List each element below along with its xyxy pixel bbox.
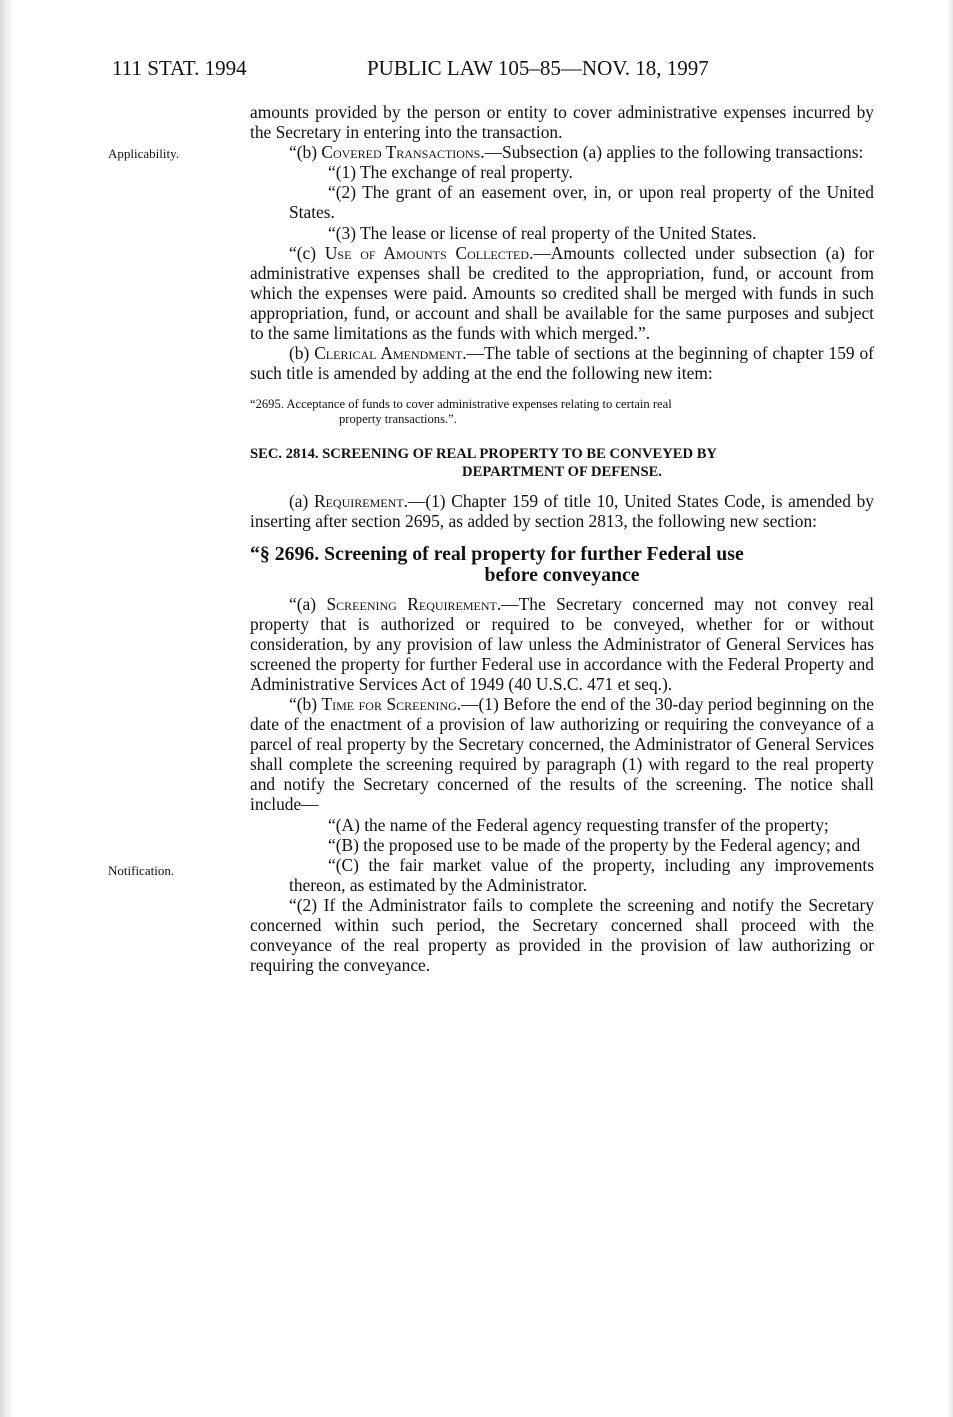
subsection-heading: Requirement [313, 491, 404, 512]
subsection-label: “(b) [289, 693, 317, 714]
subsection-text: .—Amounts collected under subsection (a) for administrative expenses shall be credited to the appropriation, fund, or account from which the expenses were paid. Amounts so credited shall be merged with funds in such appropriation, fund, or account and shall be available for the same purposes and subject to the same limitations as the funds with which merged.”. [250, 242, 874, 344]
clerical-amendment [250, 343, 874, 383]
time-for-screening [250, 694, 874, 815]
table-of-sections-item [250, 397, 874, 427]
requirement-paragraph [250, 491, 874, 531]
subparagraph-b-proposed-use: “(B) the proposed use to be made of the property by the Federal agency; and [328, 834, 861, 855]
paragraph-3-lease: “(3) The lease or license of real property of the United States. [328, 222, 757, 243]
page-edge-shadow [0, 0, 14, 1417]
subsection-text: .—The table of sections at the beginning of chapter 159 of such title is amended by adding at the end the following new item: [250, 343, 874, 384]
subparagraph-a-agency-name: “(A) the name of the Federal agency requesting transfer of the property; [328, 814, 829, 835]
document-body [250, 102, 874, 975]
section-title-line-2: before conveyance [484, 563, 640, 586]
subsection-c-use-of-amounts [250, 243, 874, 343]
subsection-label: “(a) [289, 593, 317, 614]
section-heading-line-2: DEPARTMENT OF DEFENSE. [462, 464, 662, 481]
paragraph-2-easement: “(2) The grant of an easement over, in, or upon real property of the United States. [289, 182, 874, 223]
subsection-b-covered-transactions [250, 142, 874, 162]
section-2696-title [250, 544, 874, 586]
subsection-text: .—(1) Chapter 159 of title 10, United States Code, is amended by inserting after section 2695, as added by section 2813, the following new section: [250, 491, 874, 532]
section-2814-heading [250, 445, 874, 481]
subsection-text: .—(1) Before the end of the 30-day period beginning on the date of the enactment of a provision of law authorizing or requiring the conveyance of a parcel of real property by the Secretary concerned, the Administrator of General Services shall complete the screening required by paragraph (1) with regard to the real property and notify the Secretary concerned of the results of the screening. The notice shall include— [250, 693, 874, 815]
paragraph-2-administrator-fails: “(2) If the Administrator fails to complete the screening and notify the Secretary concerned within such period, the Secretary concerned shall proceed with the conveyance of the real property as provided in the provision of law authorizing or requiring the conveyance. [250, 894, 874, 976]
subsection-heading: Screening Requirement [326, 593, 497, 614]
margin-note-notification: Notification. [108, 863, 175, 878]
law-title: PUBLIC LAW 105–85—NOV. 18, 1997 [367, 56, 709, 80]
running-header [0, 56, 953, 82]
subsection-label: (a) [289, 491, 309, 512]
section-heading-line-1: SEC. 2814. SCREENING OF REAL PROPERTY TO BE CONVEYED BY [250, 446, 717, 463]
subsection-heading: Covered Transactions [321, 142, 481, 163]
margin-note-applicability: Applicability. [108, 146, 180, 161]
page-reference: 111 STAT. 1994 [112, 56, 247, 80]
subsection-heading: Clerical Amendment [314, 343, 463, 364]
subsection-label: “(c) [289, 242, 317, 263]
subsection-heading: Time for Screening [321, 693, 457, 714]
subsection-heading: Use of Amounts Collected [324, 242, 530, 263]
subsection-label: (b) [289, 343, 310, 364]
page-edge-right [947, 0, 953, 1417]
toc-line-2: property transactions.”. [339, 412, 457, 427]
section-title-line-1: “§ 2696. Screening of real property for further Federal use [250, 542, 744, 565]
paragraph-continuation: amounts provided by the person or entity to cover administrative expenses incurred by the Secretary in entering into the transaction. [250, 102, 874, 143]
subsection-text: .—Subsection (a) applies to the following transactions: [480, 142, 864, 163]
subparagraph-c-fair-market-value: “(C) the fair market value of the property, including any improvements thereon, as estimated by the Administrator. [289, 854, 874, 895]
subsection-text: .—The Secretary concerned may not convey real property that is authorized or required to be conveyed, whether for or without consideration, by any provision of law unless the Administrator of General Services has screened the property for further Federal use in accordance with the Federal Property and Administrative Services Act of 1949 (40 U.S.C. 471 et seq.). [250, 593, 874, 694]
subsection-label: “(b) [289, 142, 317, 163]
paragraph-1-exchange: “(1) The exchange of real property. [328, 162, 573, 183]
screening-requirement [250, 594, 874, 694]
toc-line-1: “2695. Acceptance of funds to cover administrative expenses relating to certain real [250, 397, 672, 412]
